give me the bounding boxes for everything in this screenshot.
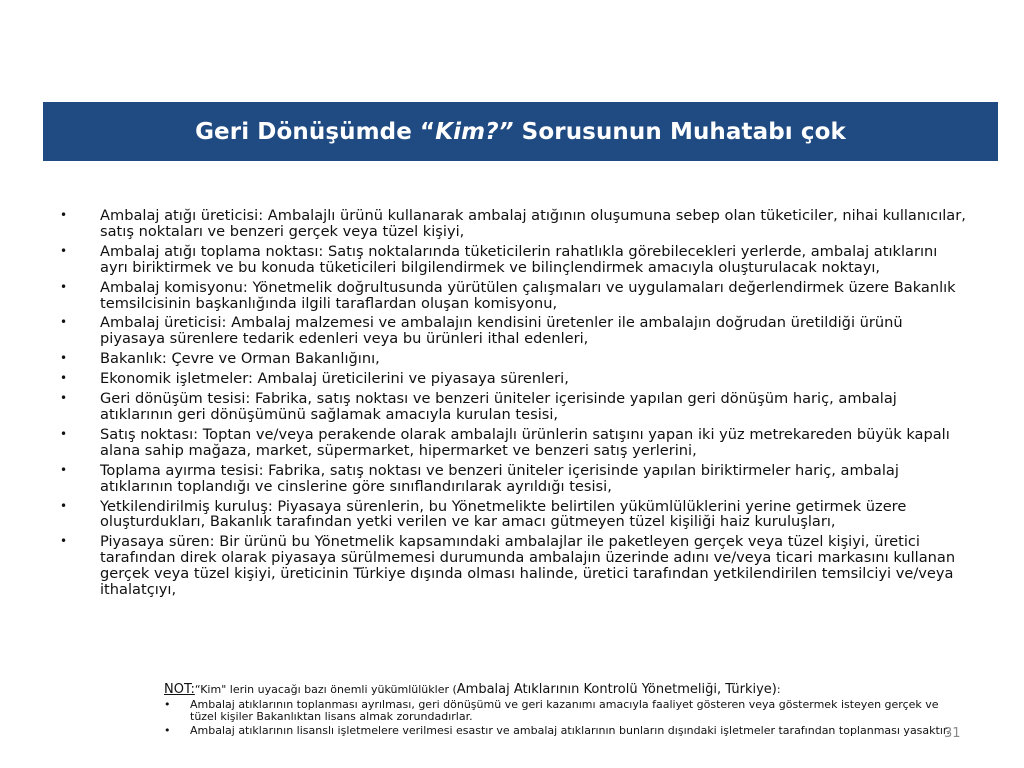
bullet-icon: • [60,315,68,330]
page-number: 31 [944,726,961,741]
list-item [58,280,968,312]
list-item-text: Ambalaj atığı üreticisi: Ambalajlı ürünü kullanarak ambalaj atığının oluşumuna sebep olan tüketiciler, nihai kullanıcılar, satış noktaları ve benzeri gerçek veya tüzel kişiyi, [100,207,966,240]
list-item [58,208,968,240]
bullet-icon: • [164,698,171,711]
title-prefix: Geri Dönüşümde “ [195,118,436,145]
footnote [164,684,954,739]
list-item-text: Ambalaj atıklarının toplanması ayrılması, geri dönüşümü ve geri kazanımı amacıyla faaliyet gösteren veya göstermek isteyen gerçek ve tüzel kişiler Bakanlıktan lisans almak zorundadırlar. [190,698,939,723]
bullet-icon: • [60,534,68,549]
note-label: NOT: [164,682,195,697]
list-item [58,351,968,367]
bullet-icon: • [60,243,68,258]
bullet-icon: • [60,279,68,294]
list-item [58,391,968,423]
title-suffix: Sorusunun Muhatabı çok [513,118,846,145]
list-item [58,499,968,531]
definitions-list [58,208,968,602]
list-item-text: Geri dönüşüm tesisi: Fabrika, satış noktası ve benzeri üniteler içerisinde yapılan geri dönüşüm hariç, ambalaj atıklarının geri dönüşümünü sağlamak amacıyla kurulan tesisi, [100,390,897,423]
footnote-list [164,699,954,737]
list-item [58,244,968,276]
list-item [58,371,968,387]
list-item-text: Ambalaj atıklarının lisanslı işletmelere verilmesi esastır ve ambalaj atıklarının bunların dışındaki işletmeler tarafından toplanması yasaktır. [190,724,950,737]
title-italic: Kim?” [435,118,514,145]
bullet-icon: • [60,462,68,477]
list-item-text: Bakanlık: Çevre ve Orman Bakanlığını, [100,350,380,368]
footnote-heading [164,684,954,696]
list-item-text: Ambalaj komisyonu: Yönetmelik doğrultusunda yürütülen çalışmaları ve uygulamaları değerlendirmek üzere Bakanlık temsilcisinin başkanlığında ilgili taraflardan oluşan komisyonu, [100,278,956,312]
bullet-icon: • [60,426,68,441]
list-item-text: Ambalaj üreticisi: Ambalaj malzemesi ve ambalajın kendisini üretenler ile ambalajın doğrudan üretildiği ürünü piyasaya sürenlere tedarik edenleri veya bu ürünleri ithal edenleri, [100,314,903,348]
note-text: “Kim" lerin uyacağı bazı önemli yükümlülükler ( [194,683,457,696]
list-item-text: Piyasaya süren: Bir ürünü bu Yönetmelik kapsamındaki ambalajlar ile paketleyen gerçek veya tüzel kişiyi, üretici tarafından direk olarak piyasaya sürülmemesi durumunda ambalajın üzerinde adını ve/veya ticari markasını kullanan gerçek veya tüzel kişiyi, üreticinin Türkiye dışında olması halinde, üretici tarafından yetkilendirilen temsilciyi ve/veya ithalatçıyı, [100,533,956,599]
slide-title [195,119,846,145]
note-close: : [776,683,781,696]
list-item-text: Ambalaj atığı toplama noktası: Satış noktalarında tüketicilerin rahatlıkla görebilecekleri yerlerde, ambalaj atıklarını ayrı biriktirmek ve bu konuda tüketicileri bilgilendirmek ve bilinçlendirmek amacıyla oluşturulacak noktayı, [100,242,938,276]
bullet-icon: • [60,498,68,513]
list-item [58,534,968,598]
note-regulation: Ambalaj Atıklarının Kontrolü Yönetmeliği, Türkiye) [456,682,777,697]
bullet-icon: • [60,391,68,406]
bullet-icon: • [164,724,171,737]
bullet-icon: • [60,371,68,386]
list-item [58,315,968,347]
list-item-text: Yetkilendirilmiş kuruluş: Piyasaya sürenlerin, bu Yönetmelikte belirtilen yükümlülüklerini yerine getirmek üzere oluşturdukları, Bakanlık tarafından yetki verilen ve kar amacı gütmeyen tüzel kişiliği haiz kuruluşları, [100,497,907,531]
bullet-icon: • [60,351,68,366]
bullet-icon: • [60,208,68,222]
list-item [58,463,968,495]
list-item-text: Satış noktası: Toptan ve/veya perakende olarak ambalajlı ürünlerin satışını yapan iki yüz metrekareden büyük kapalı alana sahip mağaza, market, süpermarket, hipermarket ve benzeri satış yerlerini, [100,425,950,459]
list-item [164,699,954,723]
list-item [58,427,968,459]
list-item-text: Toplama ayırma tesisi: Fabrika, satış noktası ve benzeri üniteler içerisinde yapılan biriktirmeler hariç, ambalaj atıklarının toplandığı ve cinslerine göre sınıflandırılarak ayrıldığı tesisi, [100,461,899,495]
list-item-text: Ekonomik işletmeler: Ambalaj üreticilerini ve piyasaya sürenleri, [100,370,569,388]
list-item [164,725,954,737]
slide-title-bar [43,102,998,161]
